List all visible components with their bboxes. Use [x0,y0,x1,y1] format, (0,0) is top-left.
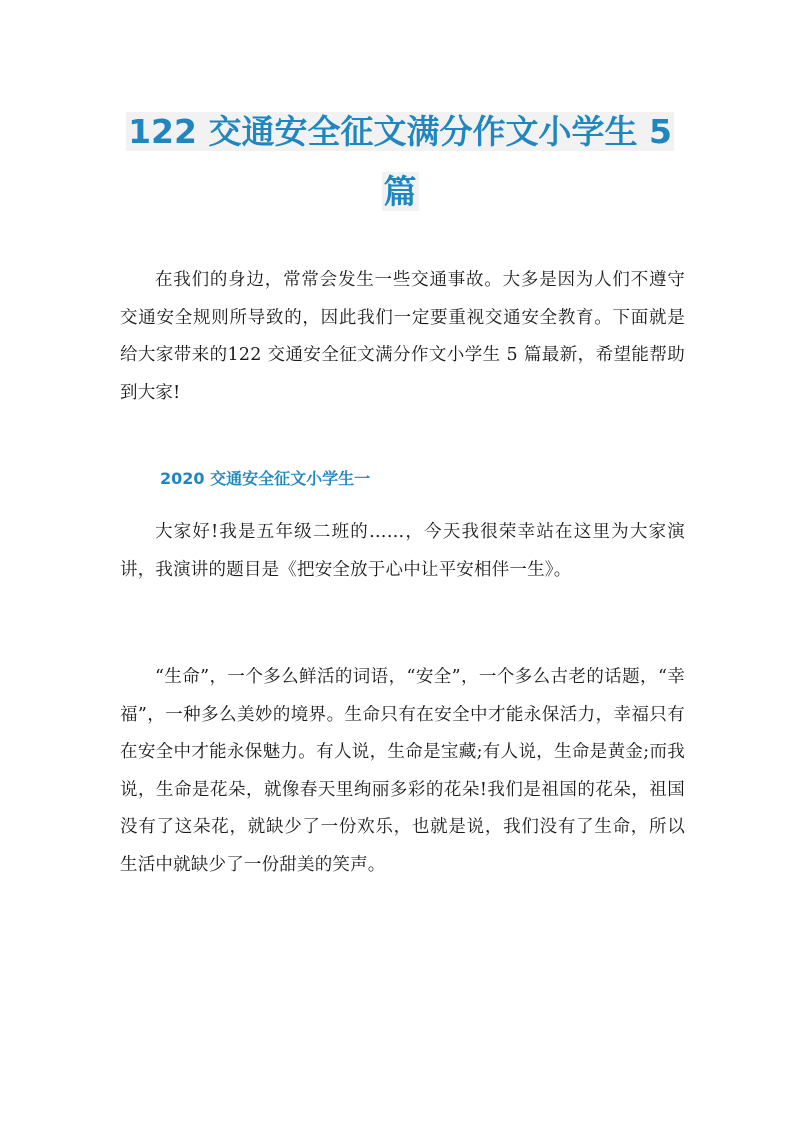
body-paragraph-1: 大家好!我是五年级二班的……，今天我很荣幸站在这里为大家演讲，我演讲的题目是《把安全放于心中让平安相伴一生》。 [120,522,685,580]
intro-paragraph: 在我们的身边，常常会发生一些交通事故。大多是因为人们不遵守交通安全规则所导致的，因此我们一定要重视交通安全教育。下面就是给大家带来的122 交通安全征文满分作文小学生 5 篇最新，希望能帮助到大家! [120,270,685,403]
section-heading: 2020 交通安全征文小学生一 [160,469,371,488]
body-paragraph-2: “生命”，一个多么鲜活的词语，“安全”，一个多么古老的话题，“幸福”，一种多么美妙的境界。生命只有在安全中才能永保活力，幸福只有在安全中才能永保魅力。有人说，生命是宝藏;有人说，生命是黄金;而我说，生命是花朵，就像春天里绚丽多彩的花朵!我们是祖国的花朵，祖国没有了这朵花，就缺少了一份欢乐，也就是说，我们没有了生命，所以生活中就缺少了一份甜美的笑声。 [120,667,685,875]
title-line-1: 122 交通安全征文满分作文小学生 5 [128,112,672,151]
document-title [118,102,682,222]
title-line-2: 篇 [383,172,417,211]
